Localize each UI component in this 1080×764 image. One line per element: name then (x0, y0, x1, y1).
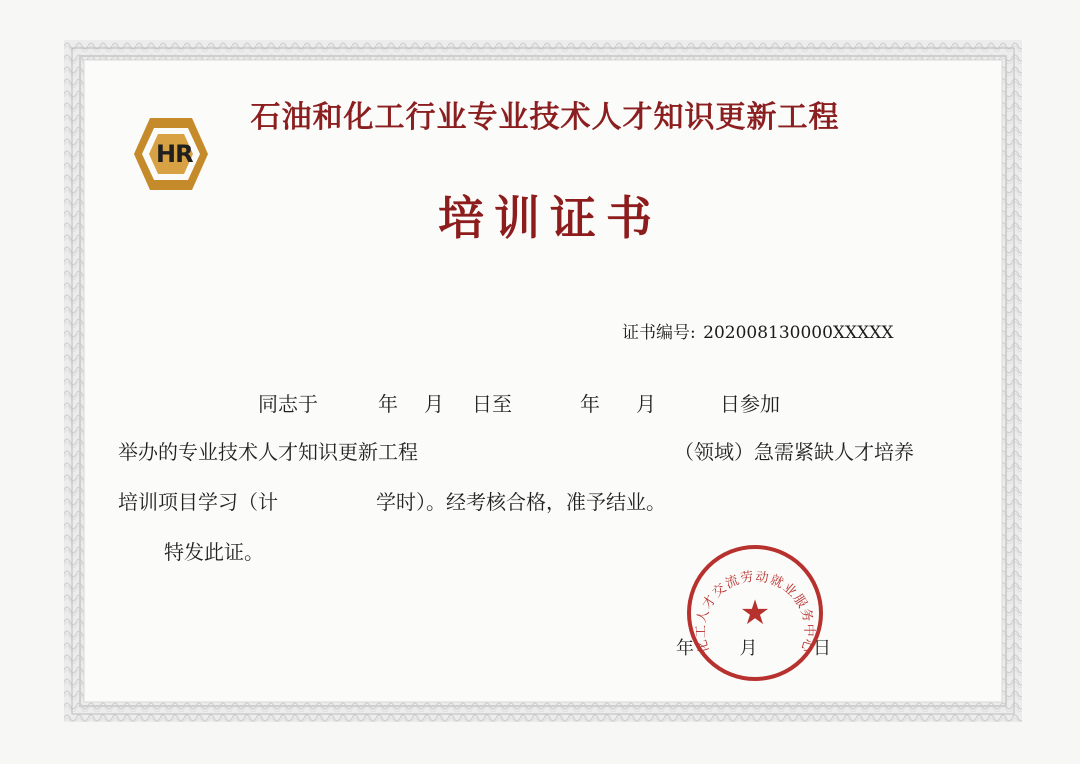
signature-year: 年 (676, 638, 694, 659)
seal-text: 化工人才交流劳动就业服务中心 (693, 569, 817, 655)
body-day-to: 日至 (472, 392, 512, 416)
signature-date (676, 634, 831, 660)
signature-month: 月 (739, 638, 758, 659)
body-year1: 年 (378, 392, 398, 416)
certificate-number (622, 318, 893, 343)
certificate-number-label: 证书编号: (622, 323, 696, 343)
seal-star-icon: ★ (739, 593, 771, 633)
body-line3-left: 培训项目学习（计 (118, 490, 278, 514)
certificate-number-value: 202008130000XXXXX (703, 323, 894, 343)
logo-text: HR (156, 140, 193, 168)
body-line2-right: （领域）急需紧缺人才培养 (674, 440, 914, 464)
body-day-attend: 日参加 (720, 392, 780, 416)
body-comrade-text: 同志于 (258, 392, 318, 416)
body-year2: 年 (580, 392, 600, 416)
body-line2-left: 举办的专业技术人才知识更新工程 (118, 440, 418, 464)
body-line3-right: 学时）。经考核合格，准予结业。 (376, 490, 666, 514)
official-seal (682, 540, 828, 686)
certificate-title: 培训证书 (438, 191, 662, 245)
body-month2: 月 (636, 392, 656, 416)
signature-day: 日 (812, 638, 831, 659)
body-line4: 特发此证。 (164, 540, 264, 564)
program-title: 石油和化工行业专业技术人才知识更新工程 (250, 100, 840, 135)
body-month1: 月 (424, 392, 444, 416)
